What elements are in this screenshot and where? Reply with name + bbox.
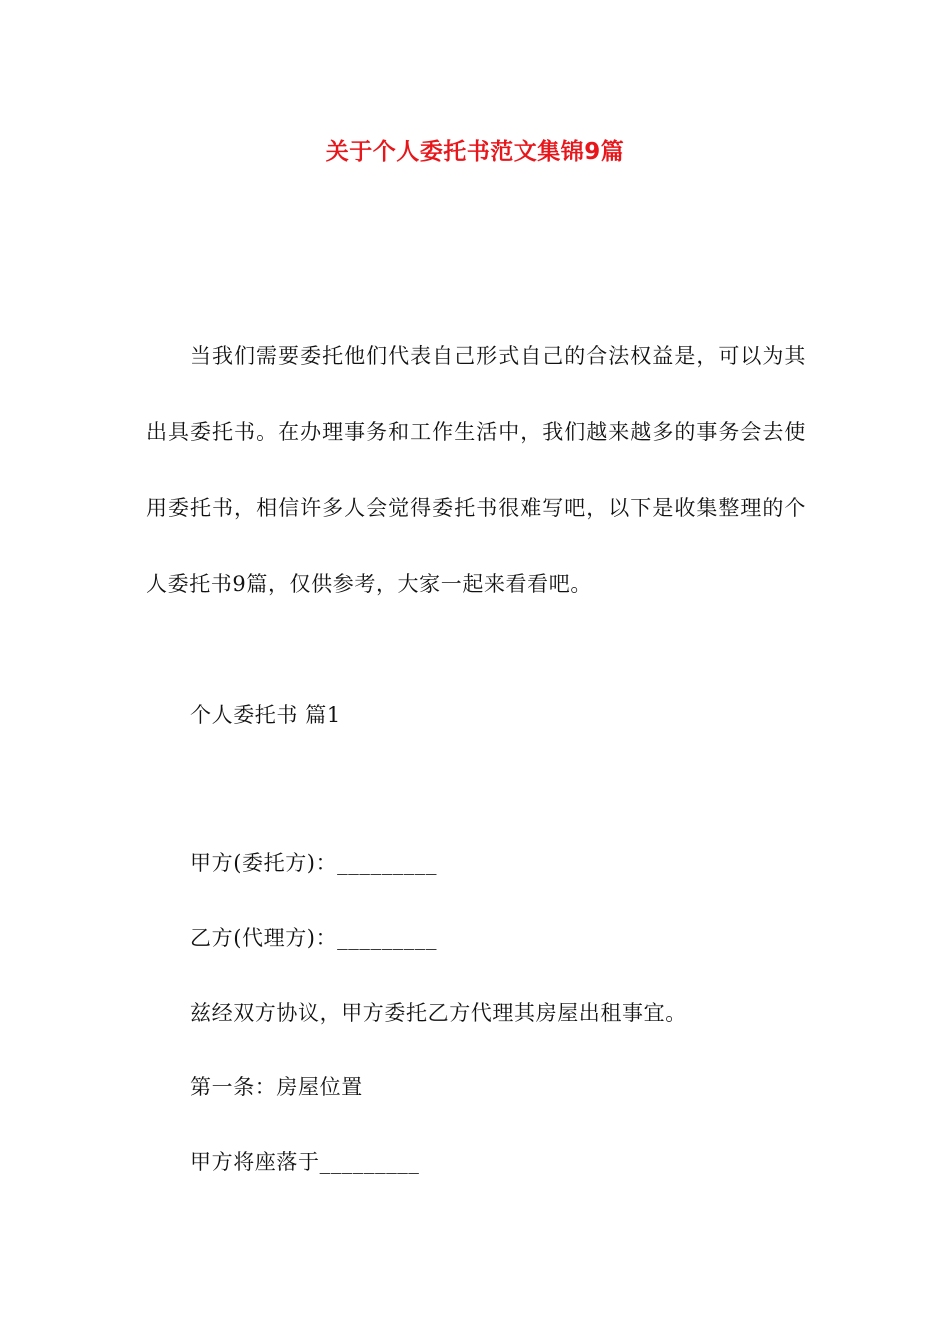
party-b-line: 乙方(代理方)：_________ — [190, 926, 438, 950]
document-title: 关于个人委托书范文集锦9篇 — [325, 139, 625, 165]
location-line: 甲方将座落于_________ — [190, 1150, 420, 1174]
party-a-line: 甲方(委托方)：_________ — [190, 851, 438, 875]
section-heading: 个人委托书 篇1 — [190, 703, 341, 727]
agreement-line: 兹经双方协议，甲方委托乙方代理其房屋出租事宜。 — [190, 1001, 687, 1025]
intro-paragraph: 当我们需要委托他们代表自己形式自己的合法权益是，可以为其出具委托书。在办理事务和工作生活中，我们越来越多的事务会去使用委托书，相信许多人会觉得委托书很难写吧，以下是收集整理的个人委托书9篇，仅供参考，大家一起来看看吧。 — [146, 344, 806, 596]
article-1-heading: 第一条：房屋位置 — [190, 1075, 363, 1099]
